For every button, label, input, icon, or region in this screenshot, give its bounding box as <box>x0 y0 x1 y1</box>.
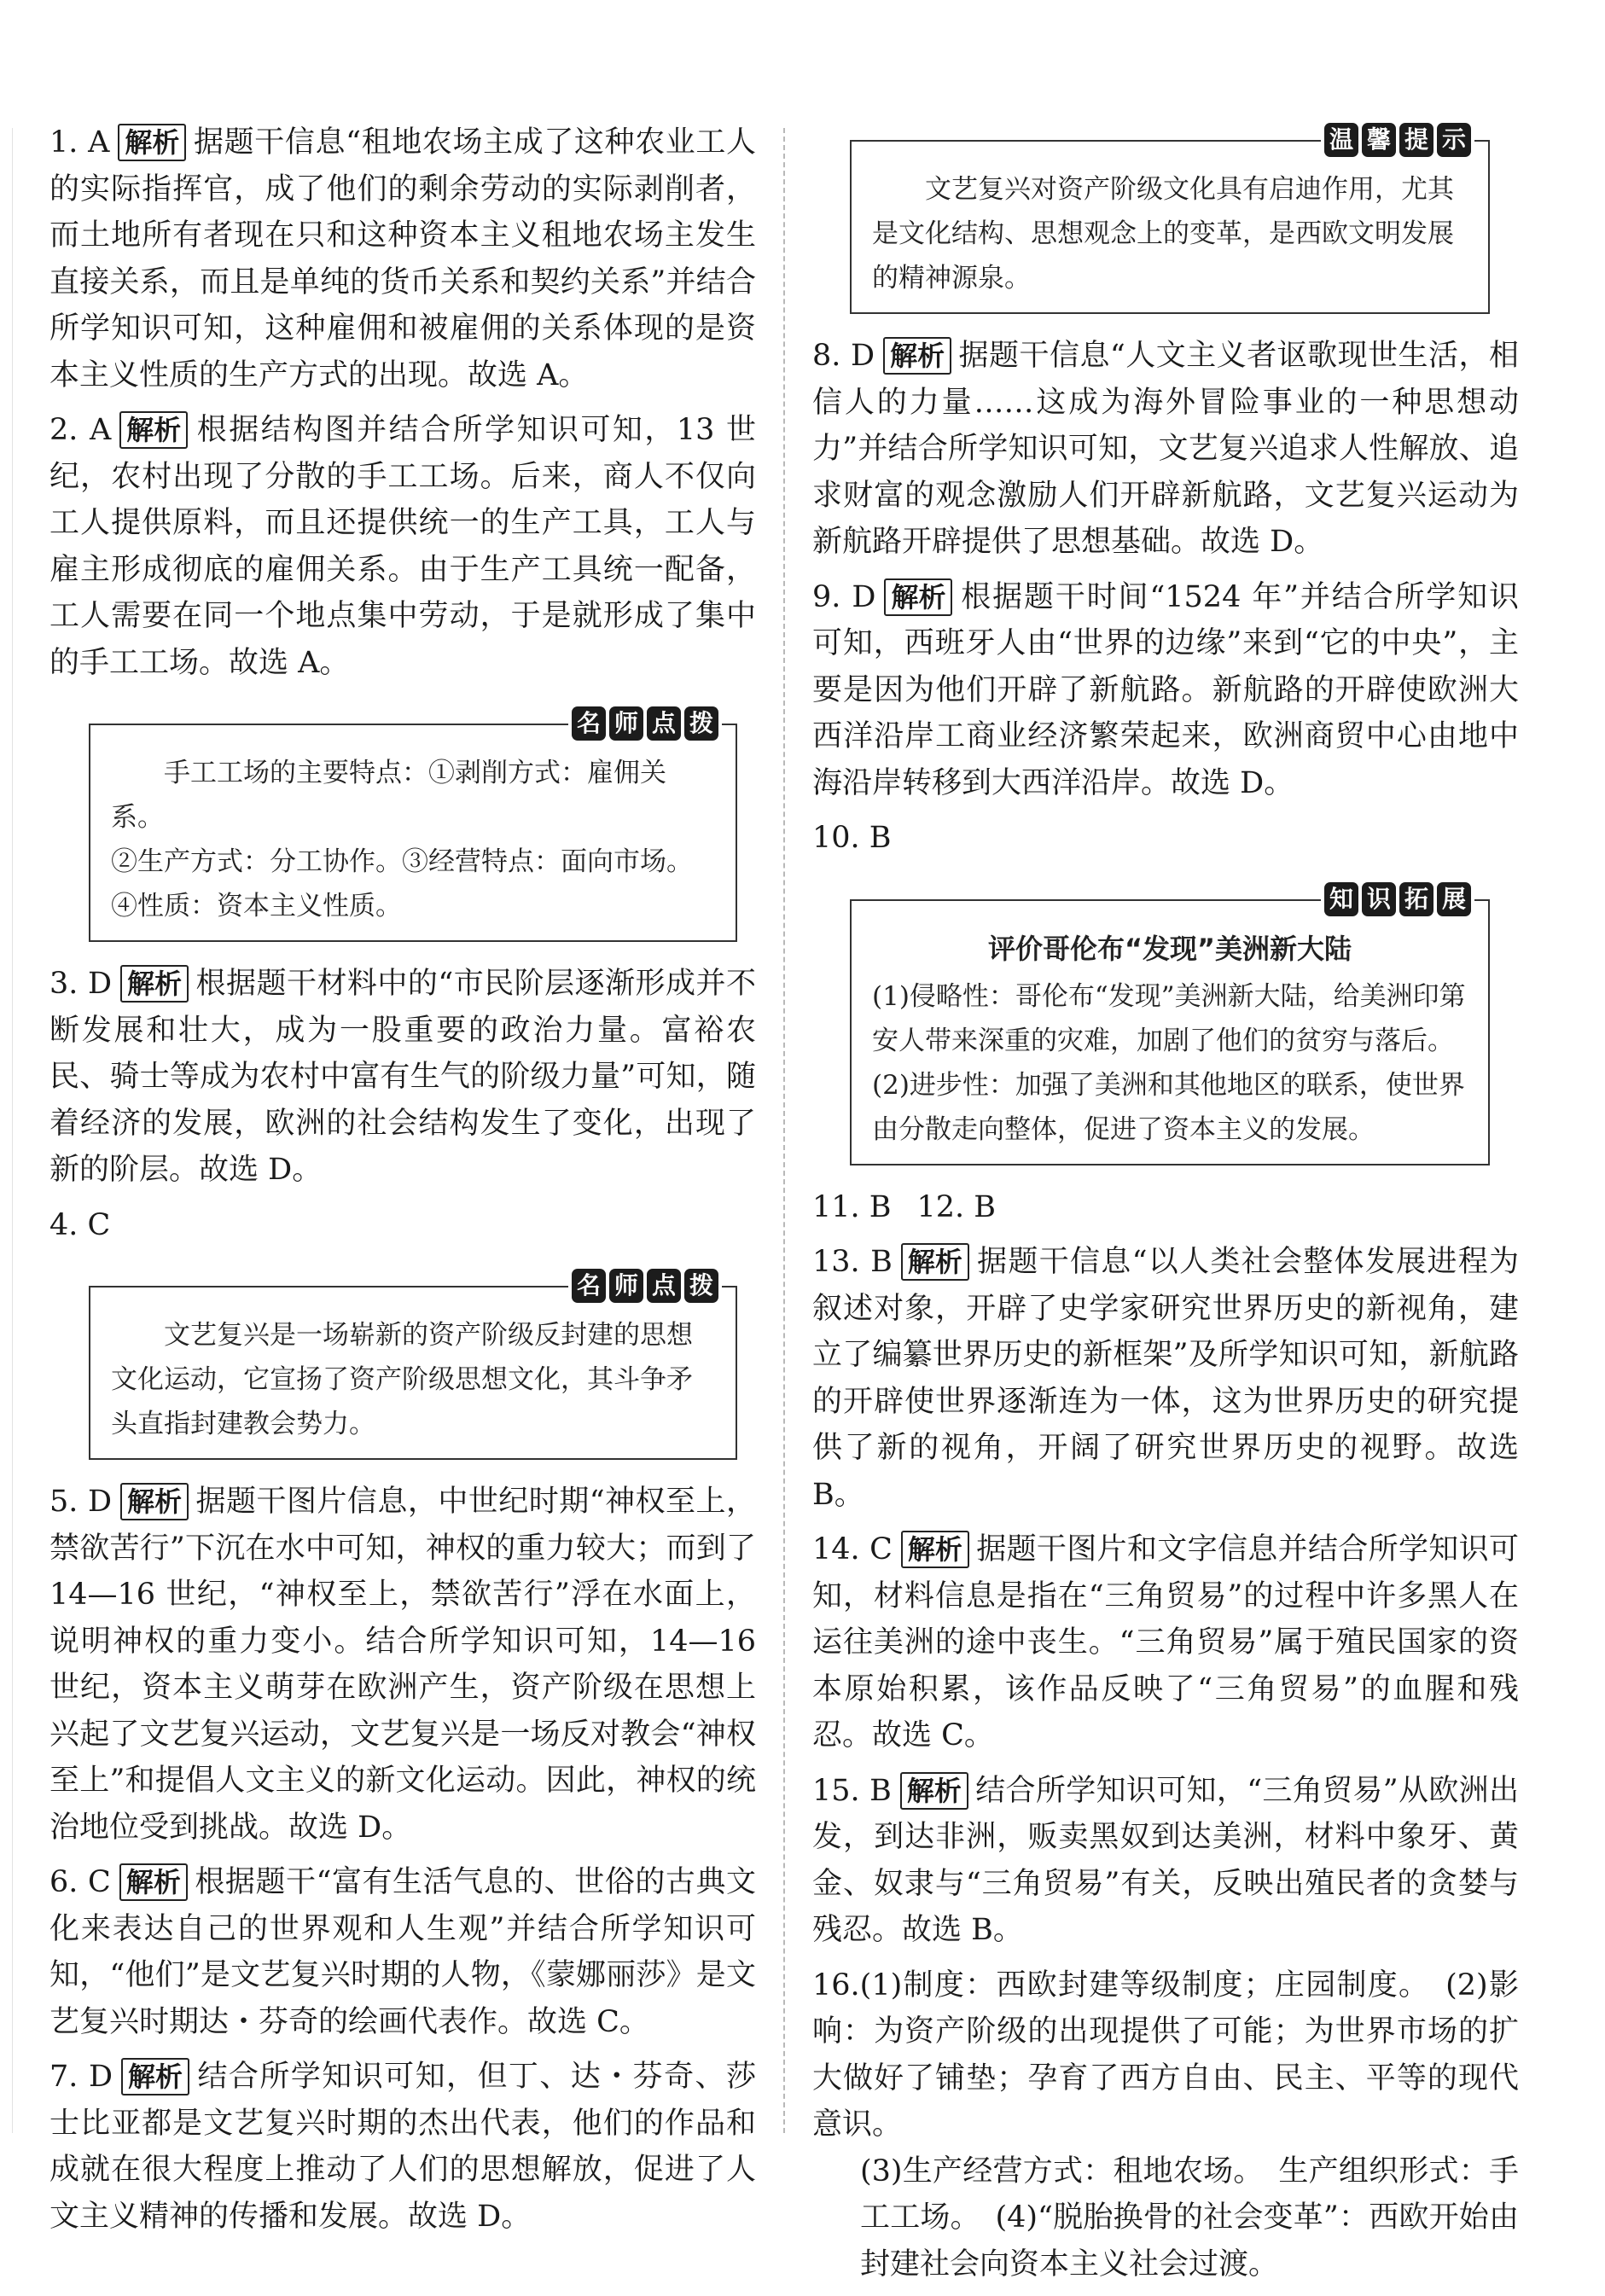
label-char: 拨 <box>684 706 718 741</box>
analysis-tag: 解析 <box>119 1863 188 1901</box>
label-char: 师 <box>609 1269 643 1303</box>
label-char: 识 <box>1362 882 1396 916</box>
answer-number: 3. D <box>49 967 113 1001</box>
answer-number: 13. B <box>812 1245 893 1279</box>
answer-number: 6. C <box>49 1865 111 1899</box>
box-title: 评价哥伦布“发现”美洲新大陆 <box>987 932 1352 965</box>
answer-item-3 <box>49 961 756 1194</box>
box-label <box>568 706 722 741</box>
box-label <box>1321 882 1474 916</box>
answer-item-6 <box>49 1859 756 2045</box>
analysis-tag: 解析 <box>121 2058 189 2095</box>
box-line: ④性质：资本主义性质。 <box>111 891 402 921</box>
answer-number: 8. D <box>812 339 875 373</box>
answer-number: 7. D <box>49 2060 113 2094</box>
answer-number: 16. <box>812 1968 860 2002</box>
tip-box-mingshi-2 <box>89 1271 737 1460</box>
analysis-tag: 解析 <box>884 578 952 616</box>
answer-text: 据题干信息“以人类社会整体发展进程为叙述对象，开辟了史学家研究世界历史的新视角，建立了编纂世界历史的新框架”及所学知识可知，新航路的开辟使世界逐渐连为一体，这为世界历史的研究提供了新的视角，开阔了研究世界历史的视野。故选 B。 <box>812 1245 1519 1512</box>
answer-text: (1)制度：西欧封建等级制度；庄园制度。 (2)影响：为资产阶级的出现提供了可能；为世界市场的扩大做好了铺垫；孕育了西方自由、民主、平等的现代意识。 <box>812 1968 1519 2142</box>
answer-item-4 <box>49 1202 756 1249</box>
answer-text: 根据题干材料中的“市民阶层逐渐形成并不断发展和壮大，成为一股重要的政治力量。富裕农民、骑士等成为农村中富有生气的阶级力量”可知，随着经济的发展，欧洲的社会结构发生了变化，出现了新的阶层。故选 D。 <box>49 967 756 1187</box>
answer-text: (3)生产经营方式：租地农场。 生产组织形式：手工工场。 (4)“脱胎换骨的社会变革”：西欧开始由封建社会向资本主义社会过渡。 <box>860 2154 1519 2281</box>
label-char: 提 <box>1399 123 1433 157</box>
answer-number: 2. A <box>49 413 112 447</box>
analysis-tag: 解析 <box>119 411 188 449</box>
tip-box-zhishi <box>850 884 1490 1165</box>
answer-item-14 <box>812 1526 1519 1759</box>
answer-number: 15. B <box>812 1773 892 1808</box>
analysis-tag: 解析 <box>120 965 189 1003</box>
answer-text: 根据题干时间“1524 年”并结合所学知识可知，西班牙人由“世界的边缘”来到“它的中央”，主要是因为他们开辟了新航路。新航路的开辟使欧洲大西洋沿岸工商业经济繁荣起来，欧洲商贸中心由地中海沿岸转移到大西洋沿岸。故选 D。 <box>812 579 1519 800</box>
answer-text: 据题干信息“租地农场主成了这种农业工人的实际指挥官，成了他们的剩余劳动的实际剥削者，而土地所有者现在只和这种资本主义租地农场主发生直接关系，而且是单纯的货币关系和契约关系”并结合所学知识可知，这种雇佣和被雇佣的关系体现的是资本主义性质的生产方式的出现。故选 A。 <box>49 125 756 392</box>
answer-item-16 <box>812 1962 1519 2148</box>
answer-item-2 <box>49 407 756 686</box>
answer-number: 11. B <box>812 1189 892 1224</box>
tip-box-wenxin <box>850 125 1490 314</box>
label-char: 示 <box>1437 123 1471 157</box>
box-paragraph-2: (2)进步性：加强了美洲和其他地区的联系，使世界由分散走向整体，促进了资本主义的发展。 <box>872 1069 1465 1145</box>
answer-number: 14. C <box>812 1532 893 1567</box>
label-char: 拨 <box>684 1269 718 1303</box>
answer-number: 12. B <box>916 1189 997 1224</box>
answer-number: 5. D <box>49 1485 113 1519</box>
answer-number: 9. D <box>812 579 876 614</box>
analysis-tag: 解析 <box>900 1772 968 1810</box>
answer-text: 根据题干“富有生活气息的、世俗的古典文化来表达自己的世界观和人生观”并结合所学知识可知，“他们”是文艺复兴时期的人物，《蒙娜丽莎》是文艺复兴时期达・芬奇的绘画代表作。故选 C。 <box>49 1865 756 2039</box>
label-char: 温 <box>1324 123 1358 157</box>
answer-text: 据题干信息“人文主义者讴歌现世生活，相信人的力量……这成为海外冒险事业的一种思想动力”并结合所学知识可知，文艺复兴追求人性解放、追求财富的观念激励人们开辟新航路，文艺复兴运动为新航路开辟提供了思想基础。故选 D。 <box>812 339 1519 559</box>
column-divider <box>783 128 785 2133</box>
left-column <box>49 119 756 2248</box>
answer-item-15 <box>812 1768 1519 1954</box>
answer-number: 4. C <box>49 1207 111 1242</box>
box-line: 手工工场的主要特点：①剥削方式：雇佣关系。 <box>111 758 666 833</box>
answer-text: 结合所学知识可知，但丁、达・芬奇、莎士比亚都是文艺复兴时期的杰出代表，他们的作品和成就在很大程度上推动了人们的思想解放，促进了人文主义精神的传播和发展。故选 D。 <box>49 2060 756 2234</box>
answer-item-7 <box>49 2054 756 2240</box>
answer-number: 1. A <box>49 125 110 160</box>
label-char: 名 <box>572 1269 606 1303</box>
answer-item-13 <box>812 1239 1519 1518</box>
label-char: 馨 <box>1362 123 1396 157</box>
analysis-tag: 解析 <box>120 1483 189 1520</box>
page-edge-line <box>12 128 13 2133</box>
label-char: 点 <box>647 1269 681 1303</box>
answer-text: 结合所学知识可知，“三角贸易”从欧洲出发，到达非洲，贩卖黑奴到达美洲，材料中象牙、黄金、奴隶与“三角贸易”有关，反映出殖民者的贪婪与残忍。故选 B。 <box>812 1773 1519 1947</box>
analysis-tag: 解析 <box>901 1243 969 1281</box>
answer-item-5 <box>49 1479 756 1851</box>
answer-item-11-12 <box>812 1184 1519 1231</box>
answer-text: 据题干图片和文字信息并结合所学知识可知，材料信息是指在“三角贸易”的过程中许多黑人在运往美洲的途中丧生。“三角贸易”属于殖民国家的资本原始积累，该作品反映了“三角贸易”的血腥和残忍。故选 C。 <box>812 1532 1519 1753</box>
right-column <box>812 119 1519 2296</box>
answer-item-16-continued <box>812 2148 1519 2288</box>
label-char: 拓 <box>1399 882 1433 916</box>
label-char: 师 <box>609 706 643 741</box>
box-label <box>1321 123 1474 157</box>
analysis-tag: 解析 <box>118 124 186 161</box>
box-paragraph-1: (1)侵略性：哥伦布“发现”美洲新大陆，给美洲印第安人带来深重的灾难，加剧了他们的贫穷与落后。 <box>872 980 1466 1056</box>
label-char: 展 <box>1437 882 1471 916</box>
tip-box-mingshi-1 <box>89 709 737 942</box>
box-line: ②生产方式：分工协作。③经营特点：面向市场。 <box>111 846 693 877</box>
answer-item-1 <box>49 119 756 398</box>
answer-item-8 <box>812 333 1519 566</box>
box-text: 文艺复兴是一场崭新的资产阶级反封建的思想文化运动，它宣扬了资产阶级思想文化，其斗争矛头直指封建教会势力。 <box>111 1320 693 1439</box>
answer-text: 根据结构图并结合所学知识可知，13 世纪，农村出现了分散的手工工场。后来，商人不仅向工人提供原料，而且还提供统一的生产工具，工人与雇主形成彻底的雇佣关系。由于生产工具统一配备，工人需要在同一个地点集中劳动，于是就形成了集中的手工工场。故选 A。 <box>49 413 757 680</box>
answer-number: 10. B <box>812 821 892 855</box>
answer-item-9 <box>812 574 1519 807</box>
box-text: 文艺复兴对资产阶级文化具有启迪作用，尤其是文化结构、思想观念上的变革，是西欧文明发展的精神源泉。 <box>872 174 1454 294</box>
box-label <box>568 1269 722 1303</box>
label-char: 名 <box>572 706 606 741</box>
answer-text: 据题干图片信息，中世纪时期“神权至上，禁欲苦行”下沉在水中可知，神权的重力较大；而到了 14—16 世纪，“神权至上，禁欲苦行”浮在水面上，说明神权的重力变小。结合所学知识可知，14—16 世纪，资本主义萌芽在欧洲产生，资产阶级在思想上兴起了文艺复兴运动，文艺复兴是一场反对教会“神权至上”和提倡人文主义的新文化运动。因此，神权的统治地位受到挑战。故选 D。 <box>49 1485 756 1845</box>
label-char: 点 <box>647 706 681 741</box>
label-char: 知 <box>1324 882 1358 916</box>
answer-item-10 <box>812 815 1519 862</box>
analysis-tag: 解析 <box>883 337 951 375</box>
analysis-tag: 解析 <box>901 1531 969 1568</box>
